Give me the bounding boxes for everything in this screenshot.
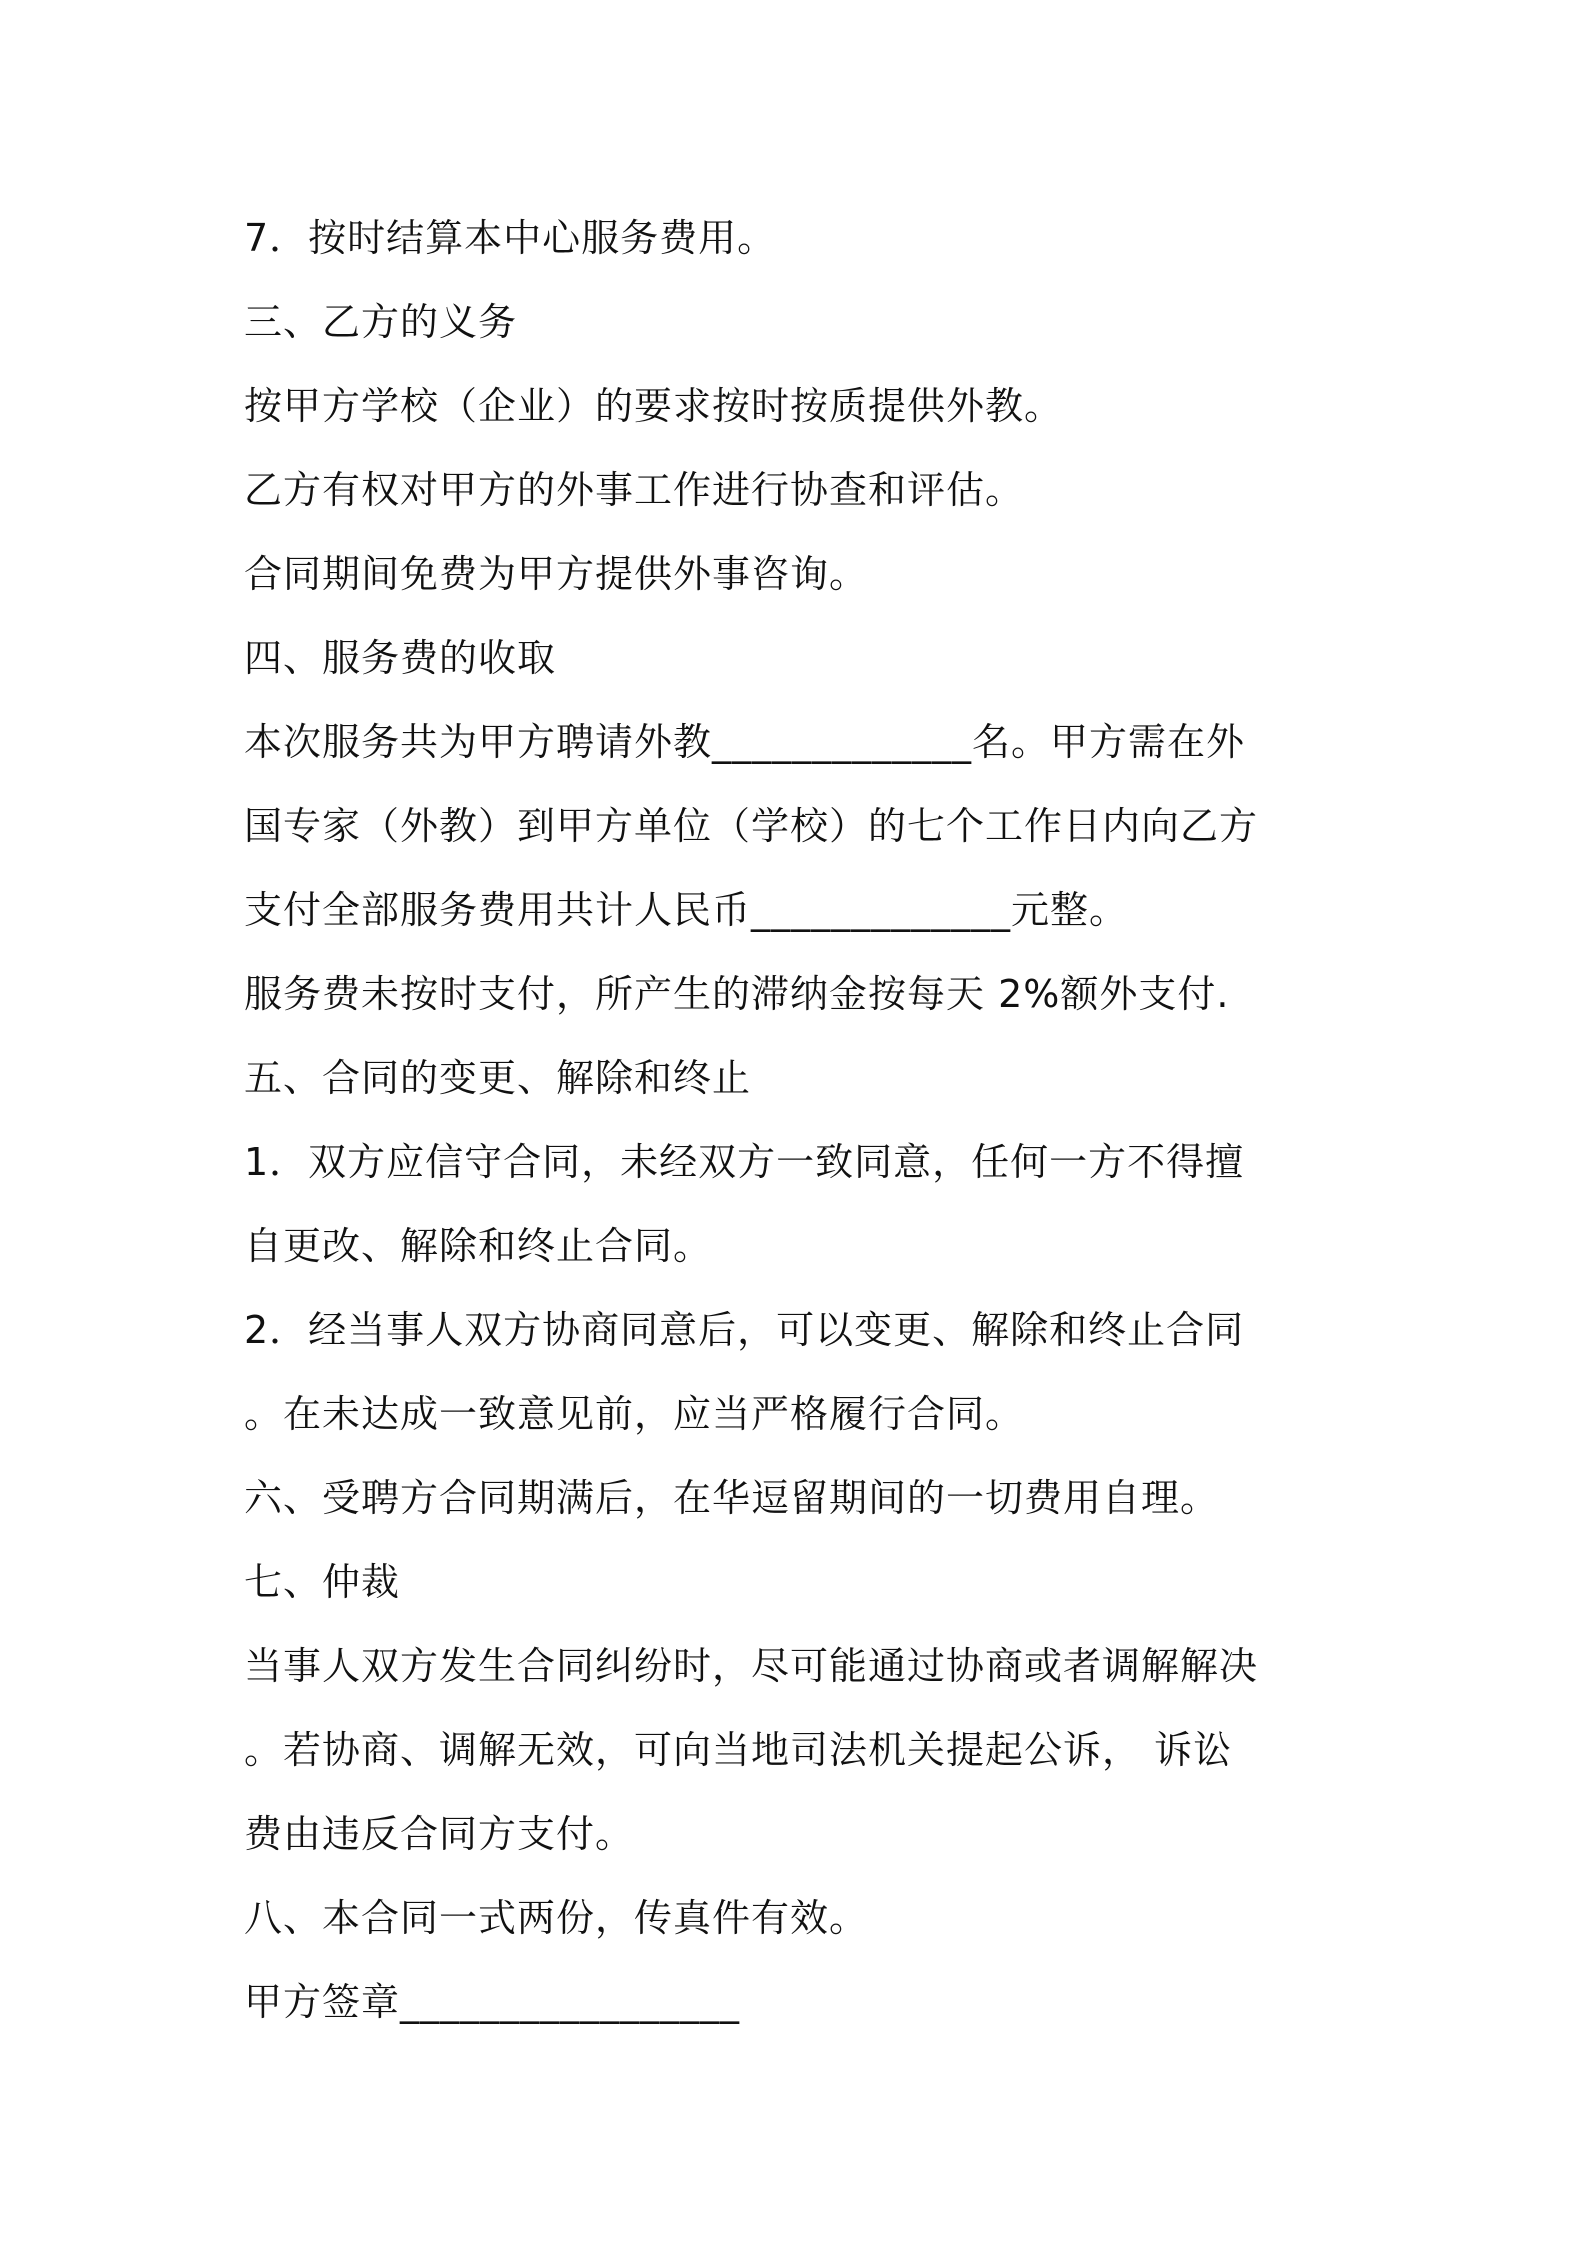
heading-service-fee: 四、服务费的收取	[244, 636, 557, 680]
fee-paragraph-line-3: 支付全部服务费用共计人民币_____________元整。	[244, 888, 1129, 932]
party-a-signature-line: 甲方签章_________________	[244, 1980, 741, 2024]
obligation-provide-teachers: 按甲方学校（企业）的要求按时按质提供外教。	[244, 384, 1064, 428]
change-clause-1-line-2: 自更改、解除和终止合同。	[244, 1224, 713, 1268]
clause-8-copies: 八、本合同一式两份，传真件有效。	[244, 1896, 869, 1940]
document-body	[244, 196, 1364, 2044]
obligation-inspect-evaluate: 乙方有权对甲方的外事工作进行协查和评估。	[244, 468, 1025, 512]
heading-contract-change: 五、合同的变更、解除和终止	[244, 1056, 752, 1100]
heading-arbitration: 七、仲裁	[244, 1560, 401, 1604]
fee-paragraph-line-2: 国专家（外教）到甲方单位（学校）的七个工作日内向乙方	[244, 804, 1259, 848]
arbitration-line-1: 当事人双方发生合同纠纷时，尽可能通过协商或者调解解决	[244, 1644, 1259, 1688]
heading-party-b-obligations: 三、乙方的义务	[244, 300, 518, 344]
change-clause-2-line-2: 。在未达成一致意见前，应当严格履行合同。	[244, 1392, 1025, 1436]
arbitration-line-2: 。若协商、调解无效，可向当地司法机关提起公诉， 诉讼	[244, 1728, 1233, 1772]
clause-6-expenses: 六、受聘方合同期满后，在华逗留期间的一切费用自理。	[244, 1476, 1220, 1520]
fee-paragraph-line-1: 本次服务共为甲方聘请外教_____________名。甲方需在外	[244, 720, 1246, 764]
change-clause-2-line-1: 2．经当事人双方协商同意后，可以变更、解除和终止合同	[244, 1308, 1245, 1352]
change-clause-1-line-1: 1．双方应信守合同，未经双方一致同意，任何一方不得擅	[244, 1140, 1245, 1184]
arbitration-line-3: 费由违反合同方支付。	[244, 1812, 635, 1856]
late-fee-paragraph: 服务费未按时支付，所产生的滞纳金按每天 2%额外支付.	[244, 972, 1230, 1016]
clause-7-settle-fees: 7．按时结算本中心服务费用。	[244, 216, 777, 260]
obligation-free-consulting: 合同期间免费为甲方提供外事咨询。	[244, 552, 869, 596]
